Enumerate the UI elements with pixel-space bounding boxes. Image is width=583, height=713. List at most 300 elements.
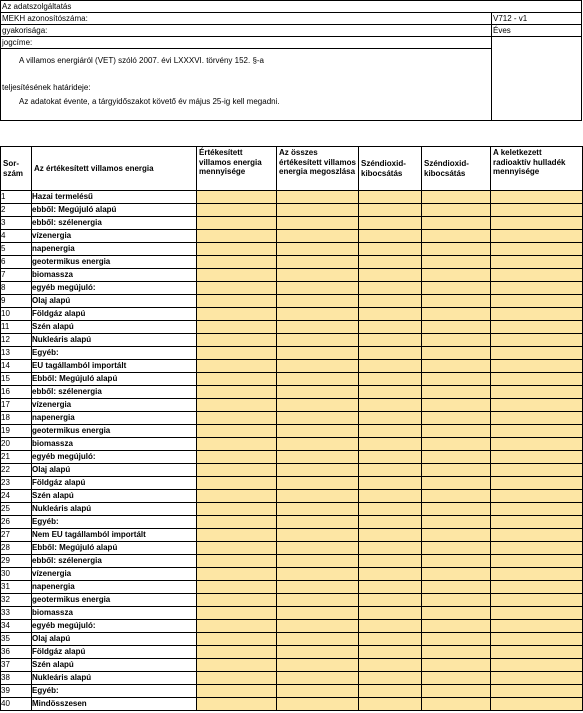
table-row [1, 217, 583, 230]
input-cell[interactable] [422, 295, 491, 308]
input-cell[interactable] [491, 347, 583, 360]
input-cell[interactable] [197, 243, 277, 256]
input-cell[interactable] [491, 256, 583, 269]
input-cell[interactable] [277, 230, 359, 243]
input-cell[interactable] [277, 217, 359, 230]
row-number: 9 [1, 295, 32, 308]
input-cell[interactable] [422, 412, 491, 425]
input-cell[interactable] [422, 555, 491, 568]
input-cell[interactable] [359, 581, 422, 594]
input-cell[interactable] [359, 308, 422, 321]
table-row [1, 334, 583, 347]
row-number: 16 [1, 386, 32, 399]
table-row [1, 672, 583, 685]
input-cell[interactable] [491, 503, 583, 516]
input-cell[interactable] [422, 685, 491, 698]
row-number: 26 [1, 516, 32, 529]
input-cell[interactable] [422, 243, 491, 256]
row-number: 20 [1, 438, 32, 451]
mekh-label: MEKH azonosítószáma: [2, 14, 88, 23]
input-cell[interactable] [491, 529, 583, 542]
input-cell[interactable] [359, 464, 422, 477]
input-cell[interactable] [277, 555, 359, 568]
input-cell[interactable] [277, 464, 359, 477]
input-cell[interactable] [197, 217, 277, 230]
row-label: ebből: szélenergia [32, 555, 197, 568]
row-number: 13 [1, 347, 32, 360]
input-cell[interactable] [422, 698, 491, 711]
input-cell[interactable] [359, 477, 422, 490]
input-cell[interactable] [491, 399, 583, 412]
input-cell[interactable] [491, 438, 583, 451]
table-row [1, 425, 583, 438]
input-cell[interactable] [491, 269, 583, 282]
input-cell[interactable] [277, 438, 359, 451]
input-cell[interactable] [359, 659, 422, 672]
row-label: EU tagállamból importált [32, 360, 197, 373]
input-cell[interactable] [491, 386, 583, 399]
input-cell[interactable] [491, 217, 583, 230]
row-number: 18 [1, 412, 32, 425]
input-cell[interactable] [359, 360, 422, 373]
input-cell[interactable] [359, 217, 422, 230]
input-cell[interactable] [197, 594, 277, 607]
input-cell[interactable] [277, 503, 359, 516]
input-cell[interactable] [359, 633, 422, 646]
input-cell[interactable] [359, 373, 422, 386]
input-cell[interactable] [359, 698, 422, 711]
input-cell[interactable] [197, 529, 277, 542]
table-row [1, 451, 583, 464]
input-cell[interactable] [277, 191, 359, 204]
input-cell[interactable] [491, 308, 583, 321]
input-cell[interactable] [359, 529, 422, 542]
table-row [1, 295, 583, 308]
input-cell[interactable] [491, 685, 583, 698]
input-cell[interactable] [197, 230, 277, 243]
input-cell[interactable] [491, 594, 583, 607]
input-cell[interactable] [197, 464, 277, 477]
table-row [1, 464, 583, 477]
input-cell[interactable] [197, 698, 277, 711]
input-cell[interactable] [197, 321, 277, 334]
input-cell[interactable] [422, 256, 491, 269]
input-cell[interactable] [277, 516, 359, 529]
input-cell[interactable] [491, 490, 583, 503]
input-cell[interactable] [197, 360, 277, 373]
row-number: 4 [1, 230, 32, 243]
table-row [1, 282, 583, 295]
row-label: egyéb megújuló: [32, 620, 197, 633]
input-cell[interactable] [277, 581, 359, 594]
input-cell[interactable] [491, 360, 583, 373]
input-cell[interactable] [359, 412, 422, 425]
row-number: 14 [1, 360, 32, 373]
input-cell[interactable] [197, 386, 277, 399]
row-number: 37 [1, 659, 32, 672]
row-label: Hazai termelésű [32, 191, 197, 204]
input-cell[interactable] [277, 672, 359, 685]
row-number: 28 [1, 542, 32, 555]
input-cell[interactable] [491, 191, 583, 204]
table-row [1, 347, 583, 360]
input-cell[interactable] [197, 581, 277, 594]
input-cell[interactable] [491, 698, 583, 711]
input-cell[interactable] [277, 282, 359, 295]
row-number: 34 [1, 620, 32, 633]
input-cell[interactable] [197, 516, 277, 529]
input-cell[interactable] [491, 334, 583, 347]
input-cell[interactable] [277, 308, 359, 321]
input-cell[interactable] [277, 386, 359, 399]
row-label: egyéb megújuló: [32, 451, 197, 464]
input-cell[interactable] [359, 646, 422, 659]
table-row [1, 204, 583, 217]
input-cell[interactable] [422, 217, 491, 230]
input-cell[interactable] [422, 230, 491, 243]
col-co2-emission-b: Széndioxid-kibocsátás [422, 147, 491, 191]
row-number: 7 [1, 269, 32, 282]
input-cell[interactable] [359, 620, 422, 633]
row-label: Földgáz alapú [32, 646, 197, 659]
input-cell[interactable] [359, 425, 422, 438]
input-cell[interactable] [422, 373, 491, 386]
frequency-label: gyakorisága: [2, 26, 48, 35]
input-cell[interactable] [422, 282, 491, 295]
input-cell[interactable] [422, 477, 491, 490]
input-cell[interactable] [197, 490, 277, 503]
input-cell[interactable] [491, 321, 583, 334]
row-number: 6 [1, 256, 32, 269]
input-cell[interactable] [277, 256, 359, 269]
input-cell[interactable] [422, 607, 491, 620]
table-row [1, 555, 583, 568]
input-cell[interactable] [422, 594, 491, 607]
input-cell[interactable] [422, 451, 491, 464]
input-cell[interactable] [422, 503, 491, 516]
input-cell[interactable] [277, 204, 359, 217]
input-cell[interactable] [197, 503, 277, 516]
row-number: 2 [1, 204, 32, 217]
row-label: Egyéb: [32, 516, 197, 529]
input-cell[interactable] [277, 685, 359, 698]
input-cell[interactable] [197, 373, 277, 386]
input-cell[interactable] [491, 581, 583, 594]
table-row [1, 243, 583, 256]
input-cell[interactable] [491, 451, 583, 464]
row-label: napenergia [32, 412, 197, 425]
input-cell[interactable] [491, 412, 583, 425]
input-cell[interactable] [491, 282, 583, 295]
input-cell[interactable] [422, 269, 491, 282]
input-cell[interactable] [422, 633, 491, 646]
input-cell[interactable] [422, 399, 491, 412]
input-cell[interactable] [359, 516, 422, 529]
input-cell[interactable] [491, 373, 583, 386]
row-number: 30 [1, 568, 32, 581]
input-cell[interactable] [359, 321, 422, 334]
row-label: ebből: szélenergia [32, 217, 197, 230]
input-cell[interactable] [277, 243, 359, 256]
input-cell[interactable] [277, 321, 359, 334]
input-cell[interactable] [491, 230, 583, 243]
input-cell[interactable] [422, 581, 491, 594]
input-cell[interactable] [491, 555, 583, 568]
input-cell[interactable] [277, 594, 359, 607]
row-label: Egyéb: [32, 347, 197, 360]
input-cell[interactable] [197, 191, 277, 204]
input-cell[interactable] [491, 464, 583, 477]
row-number: 5 [1, 243, 32, 256]
input-cell[interactable] [491, 620, 583, 633]
input-cell[interactable] [197, 334, 277, 347]
input-cell[interactable] [277, 698, 359, 711]
input-cell[interactable] [277, 347, 359, 360]
input-cell[interactable] [422, 620, 491, 633]
table-row [1, 256, 583, 269]
row-number: 19 [1, 425, 32, 438]
table-row [1, 529, 583, 542]
input-cell[interactable] [277, 646, 359, 659]
row-label: Szén alapú [32, 490, 197, 503]
section-title-row [0, 1, 582, 12]
input-cell[interactable] [491, 516, 583, 529]
row-number: 22 [1, 464, 32, 477]
table-row [1, 191, 583, 204]
input-cell[interactable] [277, 633, 359, 646]
table-row [1, 633, 583, 646]
input-cell[interactable] [197, 620, 277, 633]
input-cell[interactable] [359, 594, 422, 607]
col-radioactive-waste: A keletkezett radioaktív hulladék mennyisége [491, 147, 583, 191]
input-cell[interactable] [277, 295, 359, 308]
input-cell[interactable] [197, 659, 277, 672]
table-row [1, 308, 583, 321]
row-label: ebből: szélenergia [32, 386, 197, 399]
input-cell[interactable] [422, 516, 491, 529]
row-number: 17 [1, 399, 32, 412]
input-cell[interactable] [359, 555, 422, 568]
input-cell[interactable] [422, 529, 491, 542]
row-label: Egyéb: [32, 685, 197, 698]
input-cell[interactable] [422, 386, 491, 399]
input-cell[interactable] [422, 646, 491, 659]
input-cell[interactable] [197, 308, 277, 321]
input-cell[interactable] [422, 347, 491, 360]
input-cell[interactable] [422, 568, 491, 581]
input-cell[interactable] [491, 633, 583, 646]
input-cell[interactable] [359, 672, 422, 685]
input-cell[interactable] [277, 451, 359, 464]
table-row [1, 438, 583, 451]
input-cell[interactable] [197, 477, 277, 490]
row-number: 23 [1, 477, 32, 490]
input-cell[interactable] [359, 230, 422, 243]
row-number: 21 [1, 451, 32, 464]
input-cell[interactable] [491, 425, 583, 438]
input-cell[interactable] [277, 529, 359, 542]
row-number: 1 [1, 191, 32, 204]
col-share: Az összes értékesített villamos energia megoszlása [277, 147, 359, 191]
row-label: biomassza [32, 269, 197, 282]
input-cell[interactable] [422, 490, 491, 503]
table-row [1, 685, 583, 698]
input-cell[interactable] [277, 334, 359, 347]
input-cell[interactable] [277, 399, 359, 412]
input-cell[interactable] [277, 607, 359, 620]
input-cell[interactable] [359, 438, 422, 451]
input-cell[interactable] [197, 438, 277, 451]
row-number: 12 [1, 334, 32, 347]
input-cell[interactable] [491, 659, 583, 672]
input-cell[interactable] [422, 360, 491, 373]
input-cell[interactable] [359, 191, 422, 204]
input-cell[interactable] [197, 425, 277, 438]
input-cell[interactable] [491, 672, 583, 685]
table-body [1, 191, 583, 711]
input-cell[interactable] [197, 568, 277, 581]
input-cell[interactable] [277, 360, 359, 373]
input-cell[interactable] [422, 464, 491, 477]
input-cell[interactable] [491, 542, 583, 555]
input-cell[interactable] [359, 282, 422, 295]
input-cell[interactable] [277, 425, 359, 438]
row-label: Mindösszesen [32, 698, 197, 711]
row-number: 11 [1, 321, 32, 334]
input-cell[interactable] [197, 451, 277, 464]
input-cell[interactable] [491, 204, 583, 217]
input-cell[interactable] [359, 347, 422, 360]
input-cell[interactable] [491, 477, 583, 490]
input-cell[interactable] [197, 295, 277, 308]
table-row [1, 386, 583, 399]
input-cell[interactable] [491, 295, 583, 308]
input-cell[interactable] [422, 542, 491, 555]
row-label: geotermikus energia [32, 425, 197, 438]
input-cell[interactable] [359, 256, 422, 269]
row-number: 10 [1, 308, 32, 321]
input-cell[interactable] [197, 672, 277, 685]
input-cell[interactable] [197, 685, 277, 698]
input-cell[interactable] [422, 204, 491, 217]
table-row [1, 516, 583, 529]
input-cell[interactable] [359, 269, 422, 282]
input-cell[interactable] [277, 659, 359, 672]
input-cell[interactable] [277, 490, 359, 503]
mekh-value: V712 - v1 [493, 14, 528, 23]
input-cell[interactable] [277, 568, 359, 581]
input-cell[interactable] [422, 438, 491, 451]
row-label: Olaj alapú [32, 295, 197, 308]
input-cell[interactable] [359, 386, 422, 399]
table-row [1, 373, 583, 386]
table-row [1, 412, 583, 425]
input-cell[interactable] [359, 295, 422, 308]
input-cell[interactable] [197, 282, 277, 295]
input-cell[interactable] [197, 633, 277, 646]
input-cell[interactable] [197, 204, 277, 217]
legal-basis-label: jogcíme: [2, 38, 33, 47]
input-cell[interactable] [197, 269, 277, 282]
row-number: 15 [1, 373, 32, 386]
deadline-text: Az adatokat évente, a tárgyidőszakot követő év május 25-ig kell megadni. [19, 97, 280, 106]
frequency-row [0, 25, 582, 36]
row-number: 38 [1, 672, 32, 685]
input-cell[interactable] [359, 503, 422, 516]
input-cell[interactable] [359, 451, 422, 464]
row-number: 36 [1, 646, 32, 659]
input-cell[interactable] [359, 685, 422, 698]
input-cell[interactable] [197, 607, 277, 620]
input-cell[interactable] [277, 477, 359, 490]
table-header-row [1, 147, 583, 191]
input-cell[interactable] [491, 607, 583, 620]
input-cell[interactable] [491, 568, 583, 581]
input-cell[interactable] [197, 347, 277, 360]
input-cell[interactable] [277, 542, 359, 555]
input-cell[interactable] [277, 373, 359, 386]
input-cell[interactable] [422, 308, 491, 321]
input-cell[interactable] [359, 243, 422, 256]
row-label: vízenergia [32, 399, 197, 412]
col-sold-quantity: Értékesített villamos energia mennyisége [197, 147, 277, 191]
row-number: 33 [1, 607, 32, 620]
table-row [1, 698, 583, 711]
row-number: 27 [1, 529, 32, 542]
input-cell[interactable] [359, 399, 422, 412]
input-cell[interactable] [197, 646, 277, 659]
input-cell[interactable] [422, 334, 491, 347]
row-label: Nem EU tagállamból importált [32, 529, 197, 542]
input-cell[interactable] [359, 204, 422, 217]
table-row [1, 503, 583, 516]
row-number: 39 [1, 685, 32, 698]
table-row [1, 568, 583, 581]
input-cell[interactable] [277, 412, 359, 425]
input-cell[interactable] [359, 542, 422, 555]
input-cell[interactable] [422, 659, 491, 672]
input-cell[interactable] [359, 334, 422, 347]
input-cell[interactable] [422, 425, 491, 438]
row-label: Ebből: Megújuló alapú [32, 542, 197, 555]
input-cell[interactable] [277, 620, 359, 633]
row-label: Ebből: Megújuló alapú [32, 373, 197, 386]
input-cell[interactable] [359, 490, 422, 503]
input-cell[interactable] [491, 243, 583, 256]
input-cell[interactable] [422, 672, 491, 685]
input-cell[interactable] [491, 646, 583, 659]
table-row [1, 607, 583, 620]
row-number: 32 [1, 594, 32, 607]
input-cell[interactable] [197, 542, 277, 555]
row-label: geotermikus energia [32, 594, 197, 607]
input-cell[interactable] [359, 568, 422, 581]
input-cell[interactable] [197, 256, 277, 269]
input-cell[interactable] [422, 191, 491, 204]
table-row [1, 581, 583, 594]
input-cell[interactable] [277, 269, 359, 282]
input-cell[interactable] [359, 607, 422, 620]
input-cell[interactable] [197, 399, 277, 412]
table-row [1, 360, 583, 373]
row-number: 29 [1, 555, 32, 568]
input-cell[interactable] [197, 555, 277, 568]
row-label: Szén alapú [32, 659, 197, 672]
row-number: 40 [1, 698, 32, 711]
input-cell[interactable] [197, 412, 277, 425]
input-cell[interactable] [422, 321, 491, 334]
table-row [1, 477, 583, 490]
